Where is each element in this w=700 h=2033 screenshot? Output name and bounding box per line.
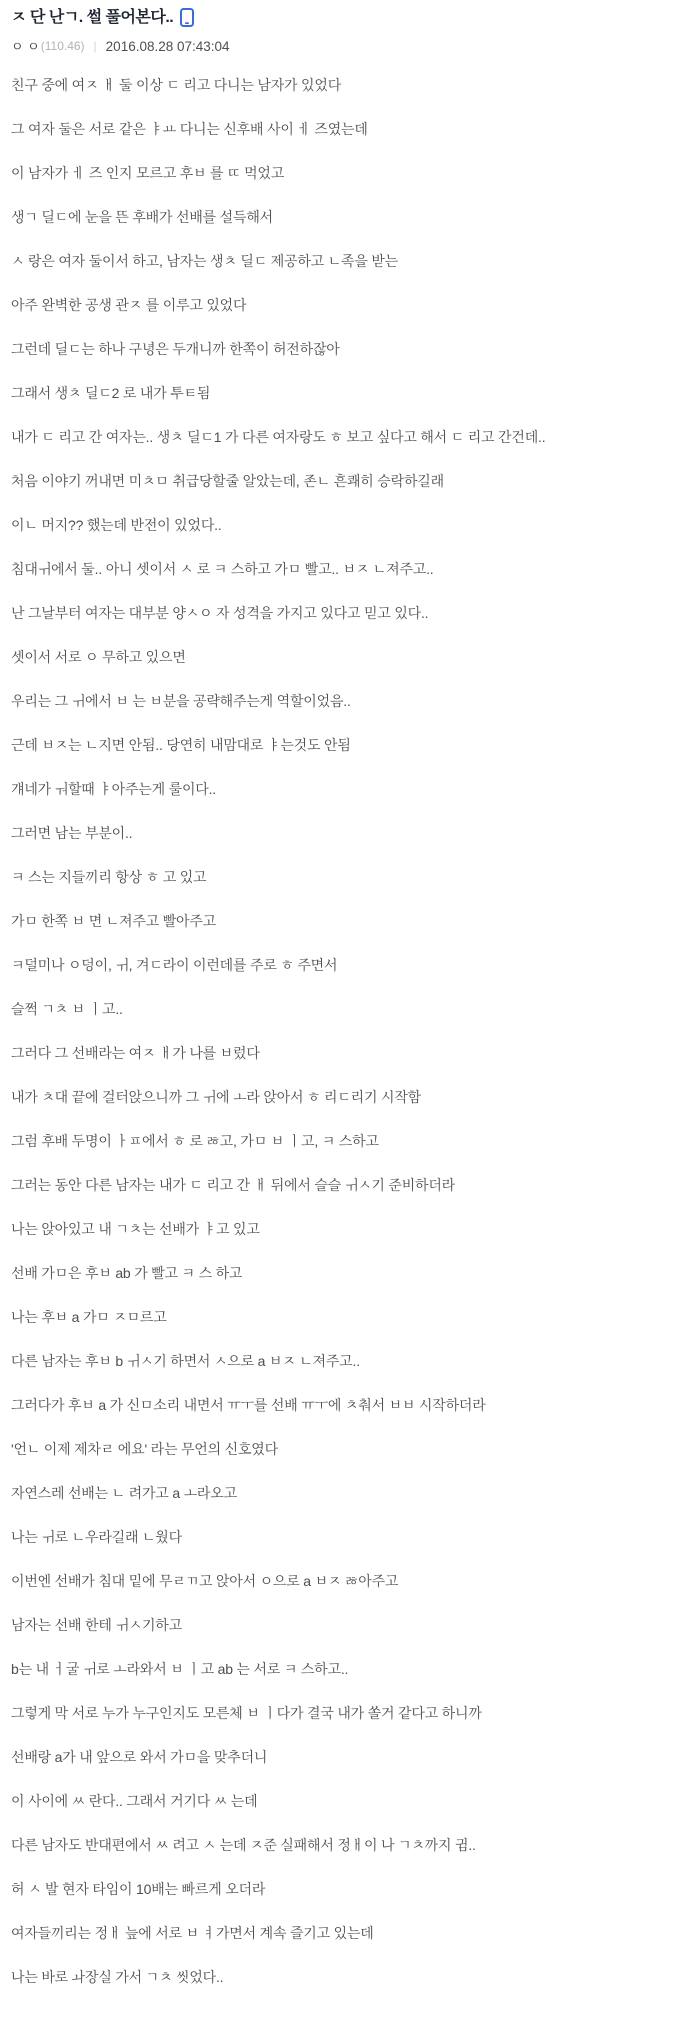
post-body-line: 이ㄴ 머지?? 했는데 반전이 있었다.. [11,517,222,533]
post-body-line: 이 사이에 ㅆ 란다.. 그래서 거기다 ㅆ 는데 [11,1793,258,1809]
post-body-line: 가ㅁ 한쪽 ㅂ 면 ㄴ져주고 빨아주고 [11,913,216,929]
post-body-line: 침대ㅟ에서 둘.. 아니 셋이서 ㅅ 로 ㅋ 스하고 가ㅁ 빨고.. ㅂㅈ ㄴ져주고.. [11,561,434,577]
post-title-row [11,7,688,27]
post-body-line: 그래서 생ㅊ 딜ㄷ2 로 내가 투ㅌ됨 [11,385,211,401]
post-body-line: 내가 ㄷ 리고 간 여자는.. 생ㅊ 딜ㄷ1 가 다른 여자랑도 ㅎ 보고 싶다고 해서 ㄷ 리고 간건데.. [11,429,546,445]
mobile-write-icon [180,8,194,27]
post-body-line: 그럼 후배 두명이 ㅏㅍ에서 ㅎ 로 ㅀ고, 가ㅁ ㅂ ㅣ고, ㅋ 스하고 [11,1133,379,1149]
post-body-line: 이번엔 선배가 침대 밑에 무ㄹㄲ고 앉아서 ㅇ으로 a ㅂㅈ ㅀ아주고 [11,1573,399,1589]
post-body-line: ㅅ 랑은 여자 둘이서 하고, 남자는 생ㅊ 딜ㄷ 제공하고 ㄴ족을 받는 [11,253,399,269]
post-body-line: 친구 중에 여ㅈ ㅐ 둘 이상 ㄷ 리고 다니는 남자가 있었다 [11,77,342,93]
post-body-line: 그렇게 막 서로 누가 누구인지도 모른체 ㅂ ㅣ다가 결국 내가 쏠거 같다고 하니까 [11,1705,482,1721]
post-body-line: 그러다가 후ㅂ a 가 신ㅁ소리 내면서 ㅠㅜ를 선배 ㅠㅜ에 ㅊ춰서 ㅂㅂ 시작하더라 [11,1397,486,1413]
post-body-line: 셋이서 서로 ㅇ 무하고 있으면 [11,649,186,665]
post-body-line: 그러다 그 선배라는 여ㅈ ㅐ가 나를 ㅂ렀다 [11,1045,260,1061]
post-body-line: 걔네가 ㅝ할때 ㅑ아주는게 룰이다.. [11,781,216,797]
post-body-line: 자연스레 선배는 ㄴ 려가고 a ㅗ라오고 [11,1485,237,1501]
post-body-line: b는 내 ㅓ굴 ㅟ로 ㅗ라와서 ㅂ ㅣ고 ab 는 서로 ㅋ 스하고.. [11,1661,349,1677]
post-body-line: 슬쩍 ㄱㅊ ㅂ ㅣ고.. [11,1001,123,1017]
post-body-line: 그런데 딜ㄷ는 하나 구녕은 두개니까 한쪽이 허전하잖아 [11,341,340,357]
post-body [11,77,688,1986]
post-body-line: 선배 가ㅁ은 후ㅂ ab 가 빨고 ㅋ 스 하고 [11,1265,243,1281]
post-date: 2016.08.28 07:43:04 [105,39,230,54]
post-meta-row [11,39,688,54]
meta-divider: | [93,39,97,53]
post-body-line: 나는 앉아있고 내 ㄱㅊ는 선배가 ㅑ고 있고 [11,1221,260,1237]
post-body-line: 다른 남자는 후ㅂ b ㅟㅅ기 하면서 ㅅ으로 a ㅂㅈ ㄴ져주고.. [11,1353,360,1369]
post-body-line: 허 ㅅ 발 현자 타임이 10배는 빠르게 오더라 [11,1881,266,1897]
post-body-line: 그러면 남는 부분이.. [11,825,133,841]
post-body-line: 그러는 동안 다른 남자는 내가 ㄷ 리고 간 ㅐ 뒤에서 슬슬 ㅟㅅ기 준비하더라 [11,1177,455,1193]
writer-nickname[interactable]: ㅇ ㅇ [11,39,40,54]
post-body-line: 근데 ㅂㅈ는 ㄴ지면 안됨.. 당연히 내맘대로 ㅑ는것도 안됨 [11,737,351,753]
post-body-line: 처음 이야기 꺼내면 미ㅊㅁ 취급당할줄 알았는데, 존ㄴ 흔쾌히 승락하길래 [11,473,444,489]
post-body-line: 난 그날부터 여자는 대부분 양ㅅㅇ 자 성격을 가지고 있다고 믿고 있다.. [11,605,429,621]
post-body-line: 나는 후ㅂ a 가ㅁ ㅈㅁ르고 [11,1309,167,1325]
post-body-line: 남자는 선배 한테 ㅟㅅ기하고 [11,1617,182,1633]
post-body-line: 다른 남자도 반대편에서 ㅆ 려고 ㅅ 는데 ㅈ준 실패해서 정ㅐ이 나 ㄱㅊ까지 귐.. [11,1837,476,1853]
post-body-line: 아주 완벽한 공생 관ㅈ 를 이루고 있었다 [11,297,247,313]
writer-ip: (110.46) [40,39,85,53]
post-body-line: 이 남자가 ㅔ 즈 인지 모르고 후ㅂ 를 ㄸ 먹었고 [11,165,285,181]
post-body-line: ㅋ덜미나 ㅇ덩이, ㅟ, 겨ㄷ라이 이런데를 주로 ㅎ 주면서 [11,957,338,973]
post-body-line: ㅋ 스는 지들끼리 항상 ㅎ 고 있고 [11,869,207,885]
post-body-line: '언ㄴ 이제 제차ㄹ 에요' 라는 무언의 신호였다 [11,1441,278,1457]
post-body-line: 내가 ㅊ대 끝에 걸터앉으니까 그 ㅟ에 ㅗ라 앉아서 ㅎ 리ㄷ리기 시작함 [11,1089,421,1105]
post-body-line: 우리는 그 ㅟ에서 ㅂ 는 ㅂ분을 공략해주는게 역할이었음.. [11,693,351,709]
post-title: ㅈ 단 난ㄱ. 썰 풀어본다.. [11,8,174,26]
post-body-line: 선배랑 a가 내 앞으로 와서 가ㅁ을 맞추더니 [11,1749,268,1765]
post-body-line: 그 여자 둘은 서로 같은 ㅑㅛ 다니는 신후배 사이 ㅔ 즈였는데 [11,121,368,137]
post-body-line: 나는 ㅟ로 ㄴ우라길래 ㄴ웠다 [11,1529,182,1545]
post-body-line: 나는 바로 ㅘ장실 가서 ㄱㅊ 씻었다.. [11,1969,224,1985]
post-body-line: 생ㄱ 딜ㄷ에 눈을 뜬 후배가 선배를 설득해서 [11,209,273,225]
post-body-line: 여자들끼리는 정ㅐ 늪에 서로 ㅂ ㅕ가면서 계속 즐기고 있는데 [11,1925,374,1941]
